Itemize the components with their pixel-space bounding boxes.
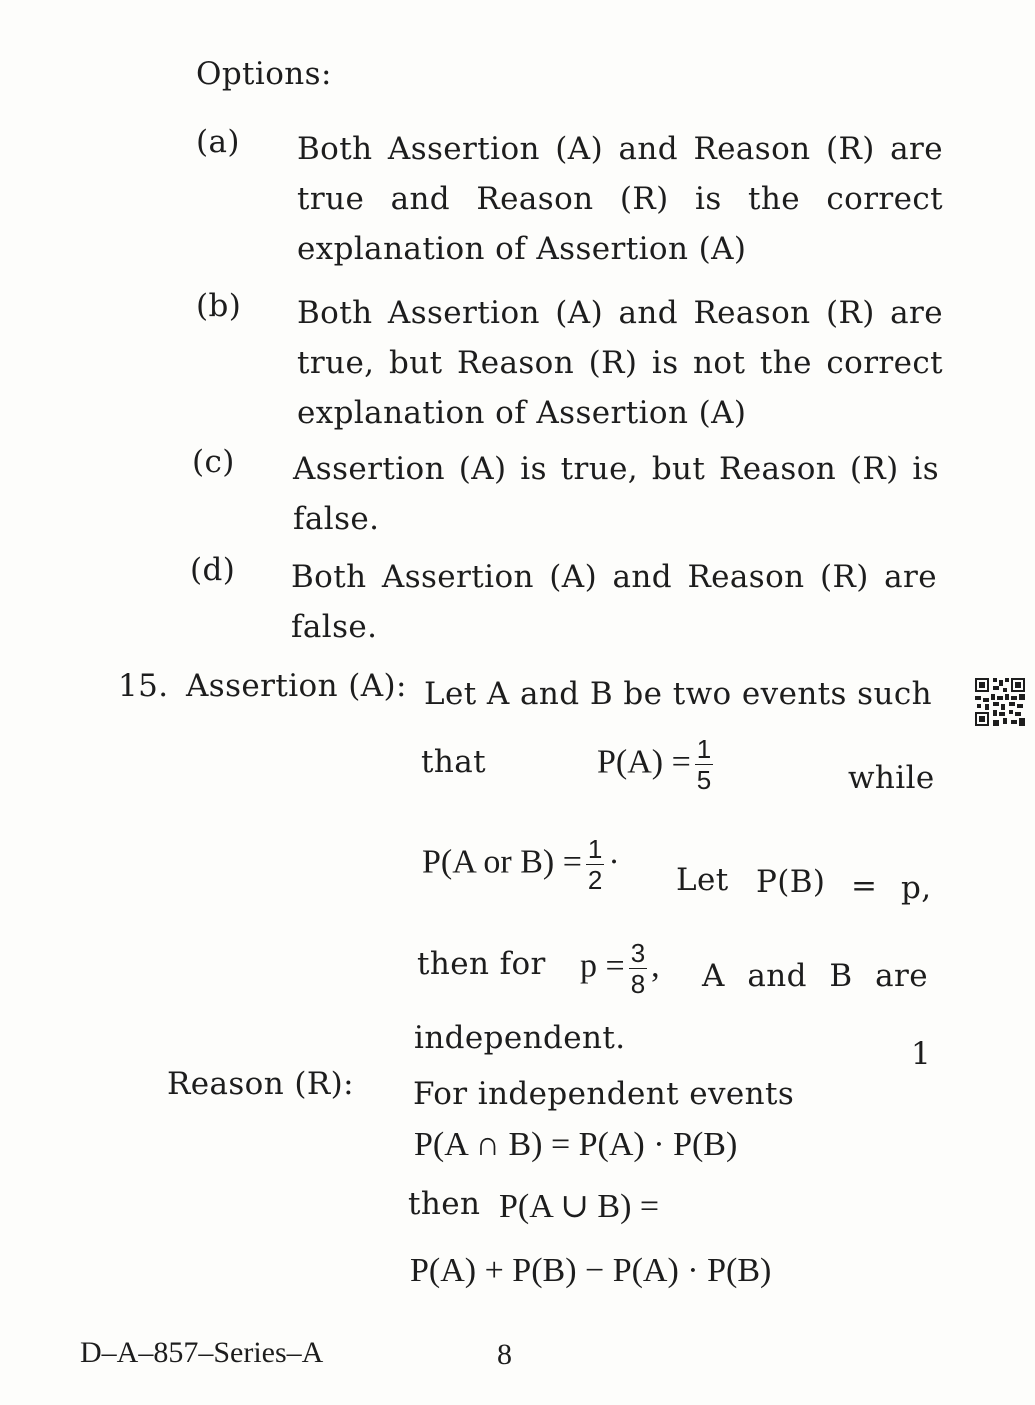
paorb-expression: P(A or B) = $\frac{1}{2}$ · [422, 834, 620, 895]
marks: 1 [911, 1036, 932, 1072]
paorb-fraction [586, 836, 604, 893]
option-b-label: (b) [196, 288, 242, 324]
then-for: then for [417, 946, 546, 982]
option-a-label: (a) [196, 124, 240, 160]
assertion-label: Assertion (A): [186, 668, 407, 704]
that-word: that [421, 744, 486, 780]
p-fraction [629, 940, 647, 997]
reason-then: then [408, 1186, 481, 1222]
pa-lhs: P(A) = [597, 743, 691, 781]
p-comma: p, [901, 870, 932, 906]
reason-formula-3: P(A) + P(B) − P(A) · P(B) [410, 1252, 772, 1289]
reason-line-1: For independent events [413, 1076, 795, 1112]
option-d-label: (d) [190, 552, 236, 588]
option-d-text: Both Assertion (A) and Reason (R) are false. [291, 559, 937, 645]
pa-numerator: 1 [696, 734, 712, 764]
p-denominator: 8 [630, 969, 646, 999]
paorb-denominator: 2 [587, 865, 603, 895]
paorb-numerator: 1 [587, 834, 603, 864]
question-number: 15. [118, 668, 169, 704]
a-and-b-are: A and B are [702, 958, 928, 994]
option-b-text: Both Assertion (A) and Reason (R) are true, but Reason (R) is not the correct explanation of Assertion (A) [297, 295, 943, 431]
pb-text: P(B) [756, 864, 826, 900]
option-a-text: Both Assertion (A) and Reason (R) are true and Reason (R) is the correct explanation of Assertion (A) [297, 131, 943, 267]
p-numerator: 3 [630, 938, 646, 968]
pa-fraction [695, 736, 713, 793]
let-word: Let [676, 862, 729, 898]
assertion-line-1: Let A and B be two events such [424, 676, 932, 712]
option-c-text: Assertion (A) is true, but Reason (R) is false. [293, 451, 939, 537]
options-heading: Options: [196, 56, 332, 92]
equals-sign: = [851, 868, 878, 904]
footer-code: D–A–857–Series–A [80, 1336, 324, 1369]
p-expression: p = $\frac{3}{8}$ , [580, 938, 660, 999]
reason-formula-1: P(A ∩ B) = P(A) · P(B) [414, 1126, 738, 1163]
paorb-lhs: P(A or B) = [422, 843, 582, 881]
page-number: 8 [497, 1338, 512, 1371]
p-eq: p = [580, 947, 625, 985]
independent-word: independent. [414, 1020, 626, 1056]
while-word: while [848, 760, 935, 796]
pa-denominator: 5 [696, 765, 712, 795]
option-c-label: (c) [192, 444, 235, 480]
reason-label: Reason (R): [167, 1066, 354, 1102]
pa-expression [597, 736, 717, 793]
qr-code-icon [975, 678, 1025, 726]
reason-formula-2: P(A ∪ B) = [499, 1188, 660, 1225]
